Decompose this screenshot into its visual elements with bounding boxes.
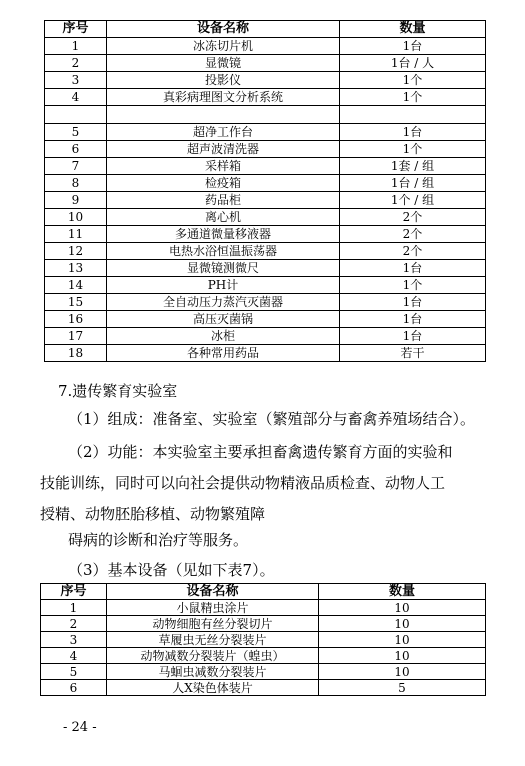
- row-quantity: 1台: [340, 38, 486, 55]
- row-name: 真彩病理图文分析系统: [107, 89, 340, 106]
- table-row: [45, 243, 486, 260]
- header-name: 设备名称: [107, 584, 319, 600]
- row-name: 草履虫无丝分裂装片: [107, 632, 319, 648]
- table-row: [45, 260, 486, 277]
- table-row-blank: [45, 106, 486, 124]
- row-quantity: 1个: [340, 141, 486, 158]
- row-quantity: 1台 / 组: [340, 175, 486, 192]
- row-name: 超声波清洗器: [107, 141, 340, 158]
- row-quantity: 1台: [340, 328, 486, 345]
- equipment-table-7: [40, 583, 486, 696]
- row-index: 9: [45, 192, 107, 209]
- row-name: 人X染色体装片: [107, 680, 319, 696]
- row-name: 药品柜: [107, 192, 340, 209]
- row-index: 13: [45, 260, 107, 277]
- row-quantity: 1台: [340, 260, 486, 277]
- row-quantity: [340, 106, 486, 124]
- row-index: 8: [45, 175, 107, 192]
- row-quantity: 1台: [340, 294, 486, 311]
- row-index: 7: [45, 158, 107, 175]
- row-quantity: 10: [319, 600, 486, 616]
- row-index: 18: [45, 345, 107, 362]
- table-row: [45, 311, 486, 328]
- row-name: 显微镜测微尺: [107, 260, 340, 277]
- row-name: 冰冻切片机: [107, 38, 340, 55]
- function-paragraph-line: 碍病的诊断和治疗等服务。: [68, 531, 249, 549]
- row-quantity: 1套 / 组: [340, 158, 486, 175]
- table-row: [45, 175, 486, 192]
- row-name: 全自动压力蒸汽灭菌器: [107, 294, 340, 311]
- row-quantity: 1个: [340, 277, 486, 294]
- row-index: 1: [45, 38, 107, 55]
- row-index: 15: [45, 294, 107, 311]
- row-index: [45, 106, 107, 124]
- function-paragraph-line: 技能训练，同时可以向社会提供动物精液品质检查、动物人工: [40, 474, 446, 492]
- row-name: 电热水浴恒温振荡器: [107, 243, 340, 260]
- row-index: 4: [41, 648, 107, 664]
- row-name: [107, 106, 340, 124]
- row-index: 2: [41, 616, 107, 632]
- row-quantity: 1台 / 人: [340, 55, 486, 72]
- table-row: [45, 192, 486, 209]
- table-row: [45, 72, 486, 89]
- equipment-paragraph: （3）基本设备（见如下表7）。: [68, 561, 275, 579]
- table-row: [41, 648, 486, 664]
- row-quantity: 10: [319, 648, 486, 664]
- row-name: 动物减数分裂装片（蝗虫）: [107, 648, 319, 664]
- table-row: [45, 158, 486, 175]
- table-row: [45, 38, 486, 55]
- row-index: 14: [45, 277, 107, 294]
- table-row: [41, 632, 486, 648]
- row-quantity: 2个: [340, 209, 486, 226]
- row-name: 小鼠精虫涂片: [107, 600, 319, 616]
- composition-paragraph: （1）组成：准备室、实验室（繁殖部分与畜禽养殖场结合）。: [68, 410, 476, 428]
- row-index: 12: [45, 243, 107, 260]
- table-row: [41, 600, 486, 616]
- row-quantity: 1个: [340, 89, 486, 106]
- row-name: 冰柜: [107, 328, 340, 345]
- table-row: [41, 616, 486, 632]
- row-quantity: 2个: [340, 243, 486, 260]
- header-index: 序号: [45, 21, 107, 38]
- table-row: [45, 141, 486, 158]
- table-row: [45, 328, 486, 345]
- row-index: 16: [45, 311, 107, 328]
- row-quantity: 1个: [340, 72, 486, 89]
- table-row: [45, 226, 486, 243]
- row-index: 4: [45, 89, 107, 106]
- row-name: PH计: [107, 277, 340, 294]
- row-index: 1: [41, 600, 107, 616]
- row-quantity: 若干: [340, 345, 486, 362]
- row-index: 6: [45, 141, 107, 158]
- row-quantity: 5: [319, 680, 486, 696]
- row-index: 5: [41, 664, 107, 680]
- page-number: - 24 -: [63, 720, 97, 735]
- equipment-table-1: [44, 20, 486, 362]
- row-name: 检疫箱: [107, 175, 340, 192]
- row-name: 马蛔虫减数分裂装片: [107, 664, 319, 680]
- row-index: 5: [45, 124, 107, 141]
- header-quantity: 数量: [319, 584, 486, 600]
- table-row: [41, 680, 486, 696]
- table-header-row: [41, 584, 486, 600]
- row-quantity: 1个 / 组: [340, 192, 486, 209]
- table-row: [45, 89, 486, 106]
- row-quantity: 1台: [340, 124, 486, 141]
- row-quantity: 10: [319, 632, 486, 648]
- row-quantity: 2个: [340, 226, 486, 243]
- table-header-row: [45, 21, 486, 38]
- table-row: [45, 294, 486, 311]
- row-index: 6: [41, 680, 107, 696]
- row-name: 超净工作台: [107, 124, 340, 141]
- row-index: 3: [41, 632, 107, 648]
- row-name: 高压灭菌锅: [107, 311, 340, 328]
- row-index: 2: [45, 55, 107, 72]
- table-row: [45, 345, 486, 362]
- table-row: [45, 124, 486, 141]
- function-paragraph-line: （2）功能：本实验室主要承担畜禽遗传繁育方面的实验和: [68, 443, 453, 461]
- row-name: 离心机: [107, 209, 340, 226]
- header-name: 设备名称: [107, 21, 340, 38]
- row-index: 10: [45, 209, 107, 226]
- table-row: [45, 209, 486, 226]
- row-name: 多通道微量移液器: [107, 226, 340, 243]
- row-name: 动物细胞有丝分裂切片: [107, 616, 319, 632]
- row-quantity: 10: [319, 664, 486, 680]
- row-index: 11: [45, 226, 107, 243]
- row-quantity: 10: [319, 616, 486, 632]
- table-row: [45, 55, 486, 72]
- row-quantity: 1台: [340, 311, 486, 328]
- row-index: 3: [45, 72, 107, 89]
- function-paragraph-line: 授精、动物胚胎移植、动物繁殖障: [40, 505, 266, 523]
- table-row: [45, 277, 486, 294]
- row-name: 各种常用药品: [107, 345, 340, 362]
- header-quantity: 数量: [340, 21, 486, 38]
- section-heading: 7.遗传繁育实验室: [58, 382, 178, 400]
- row-name: 显微镜: [107, 55, 340, 72]
- row-index: 17: [45, 328, 107, 345]
- table-row: [41, 664, 486, 680]
- header-index: 序号: [41, 584, 107, 600]
- row-name: 采样箱: [107, 158, 340, 175]
- row-name: 投影仪: [107, 72, 340, 89]
